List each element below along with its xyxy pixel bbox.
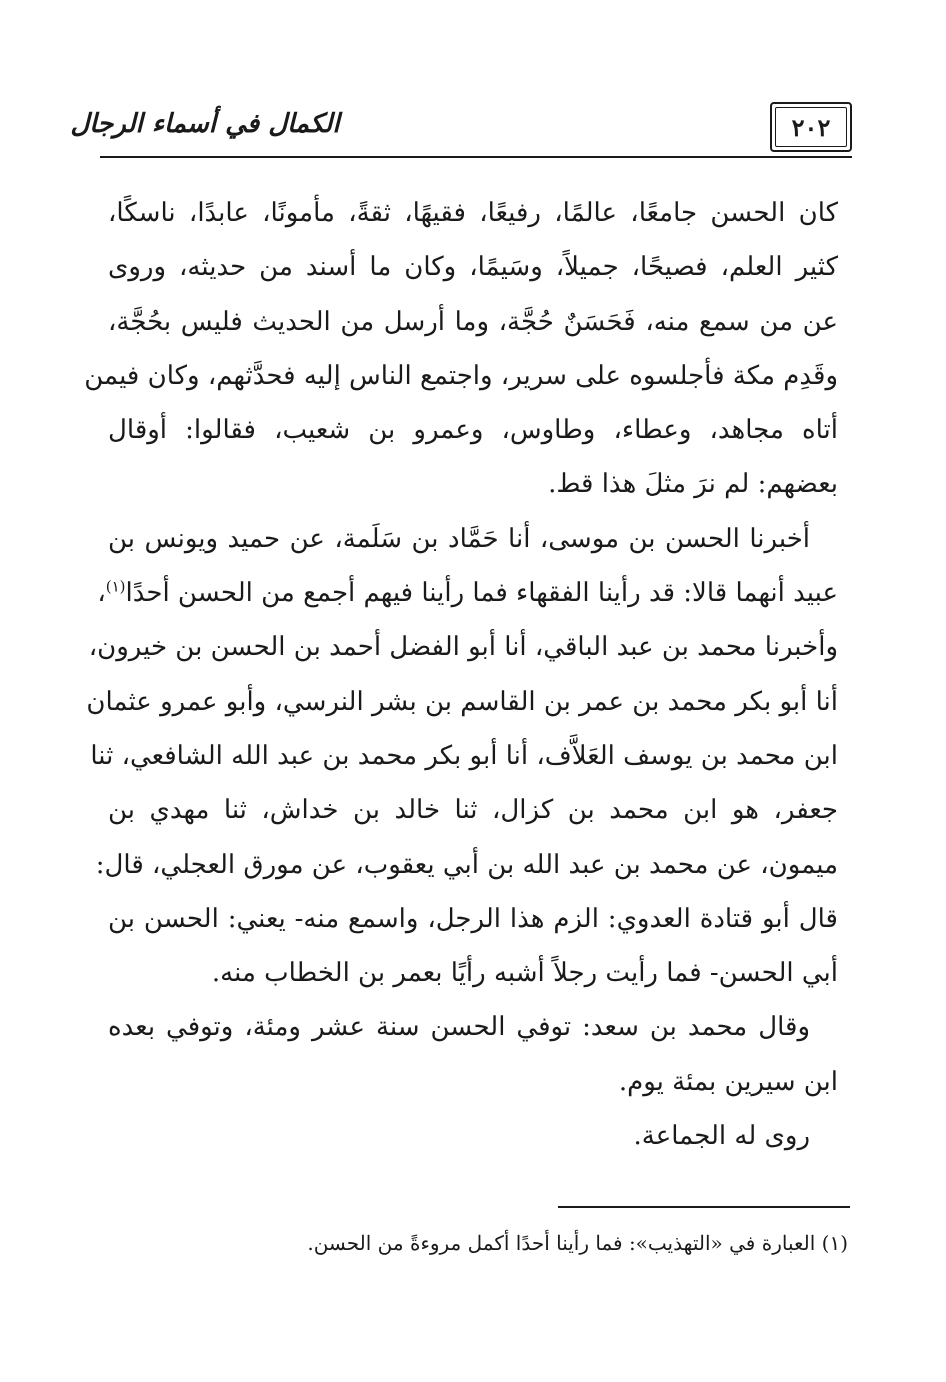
footnote-divider — [558, 1206, 850, 1208]
footnote: (١) العبارة في «التهذيب»: فما رأينا أحدًا أكمل مروءةً من الحسن. — [307, 1231, 848, 1255]
text-line: ابن محمد بن يوسف العَلاَّف، أنا أبو بكر محمد بن عبد الله الشافعي، ثنا — [90, 740, 838, 771]
text-line: بعضهم: لم نرَ مثلَ هذا قط. — [548, 469, 838, 500]
header-divider — [100, 156, 852, 158]
page-number-frame — [770, 102, 852, 152]
text-segment: ، — [97, 578, 106, 609]
paragraph — [86, 512, 838, 1001]
text-segment: عبيد أنهما قالا: قد رأينا الفقهاء فما رأينا فيهم أجمع من الحسن أحدًا — [125, 578, 838, 609]
main-text — [84, 186, 838, 1163]
paragraph — [84, 186, 838, 512]
paragraph — [108, 1000, 838, 1109]
text-line: جعفر، هو ابن محمد بن كزال، ثنا خالد بن خداش، ثنا مهدي بن — [108, 795, 838, 826]
text-line: عن من سمع منه، فَحَسَنٌ حُجَّة، وما أرسل من الحديث فليس بحُجَّة، — [108, 306, 838, 337]
text-line: أنا أبو بكر محمد بن عمر بن القاسم بن بشر النرسي، وأبو عمرو عثمان — [86, 686, 838, 717]
text-line: أخبرنا الحسن بن موسى، أنا حَمَّاد بن سَلَمة، عن حميد ويونس بن — [108, 523, 810, 554]
text-line: وقَدِم مكة فأجلسوه على سرير، واجتمع الناس إليه فحدَّثهم، وكان فيمن — [84, 360, 838, 391]
text-line: وأخبرنا محمد بن عبد الباقي، أنا أبو الفضل أحمد بن الحسن بن خيرون، — [88, 632, 838, 663]
text-line: كثير العلم، فصيحًا، جميلاً، وسَيمًا، وكان ما أسند من حديثه، وروى — [108, 252, 838, 283]
paragraph — [108, 1109, 838, 1163]
footnote-reference[interactable]: (١) — [105, 577, 126, 596]
page-number: ٢٠٢ — [791, 112, 831, 142]
text-line: وقال محمد بن سعد: توفي الحسن سنة عشر ومئة، وتوفي بعده — [108, 1012, 810, 1043]
text-line: كان الحسن جامعًا، عالمًا، رفيعًا، فقيهًا، ثقةً، مأمونًا، عابدًا، ناسكًا، — [108, 198, 838, 228]
page-header — [70, 96, 852, 156]
text-line: قال أبو قتادة العدوي: الزم هذا الرجل، واسمع منه- يعني: الحسن بن — [108, 903, 838, 934]
text-line-with-footnote — [97, 566, 838, 620]
text-line: أتاه مجاهد، وعطاء، وطاوس، وعمرو بن شعيب، فقالوا: أوقال — [108, 415, 838, 446]
book-title-calligraphy: الكمال في أسماء الرجال — [70, 109, 340, 139]
text-line: ميمون، عن محمد بن عبد الله بن أبي يعقوب، عن مورق العجلي، قال: — [95, 849, 838, 880]
text-line: أبي الحسن- فما رأيت رجلاً أشبه رأيًا بعمر بن الخطاب منه. — [211, 958, 838, 989]
text-line: ابن سيرين بمئة يوم. — [618, 1066, 838, 1097]
text-line: روى له الجماعة. — [633, 1121, 810, 1152]
